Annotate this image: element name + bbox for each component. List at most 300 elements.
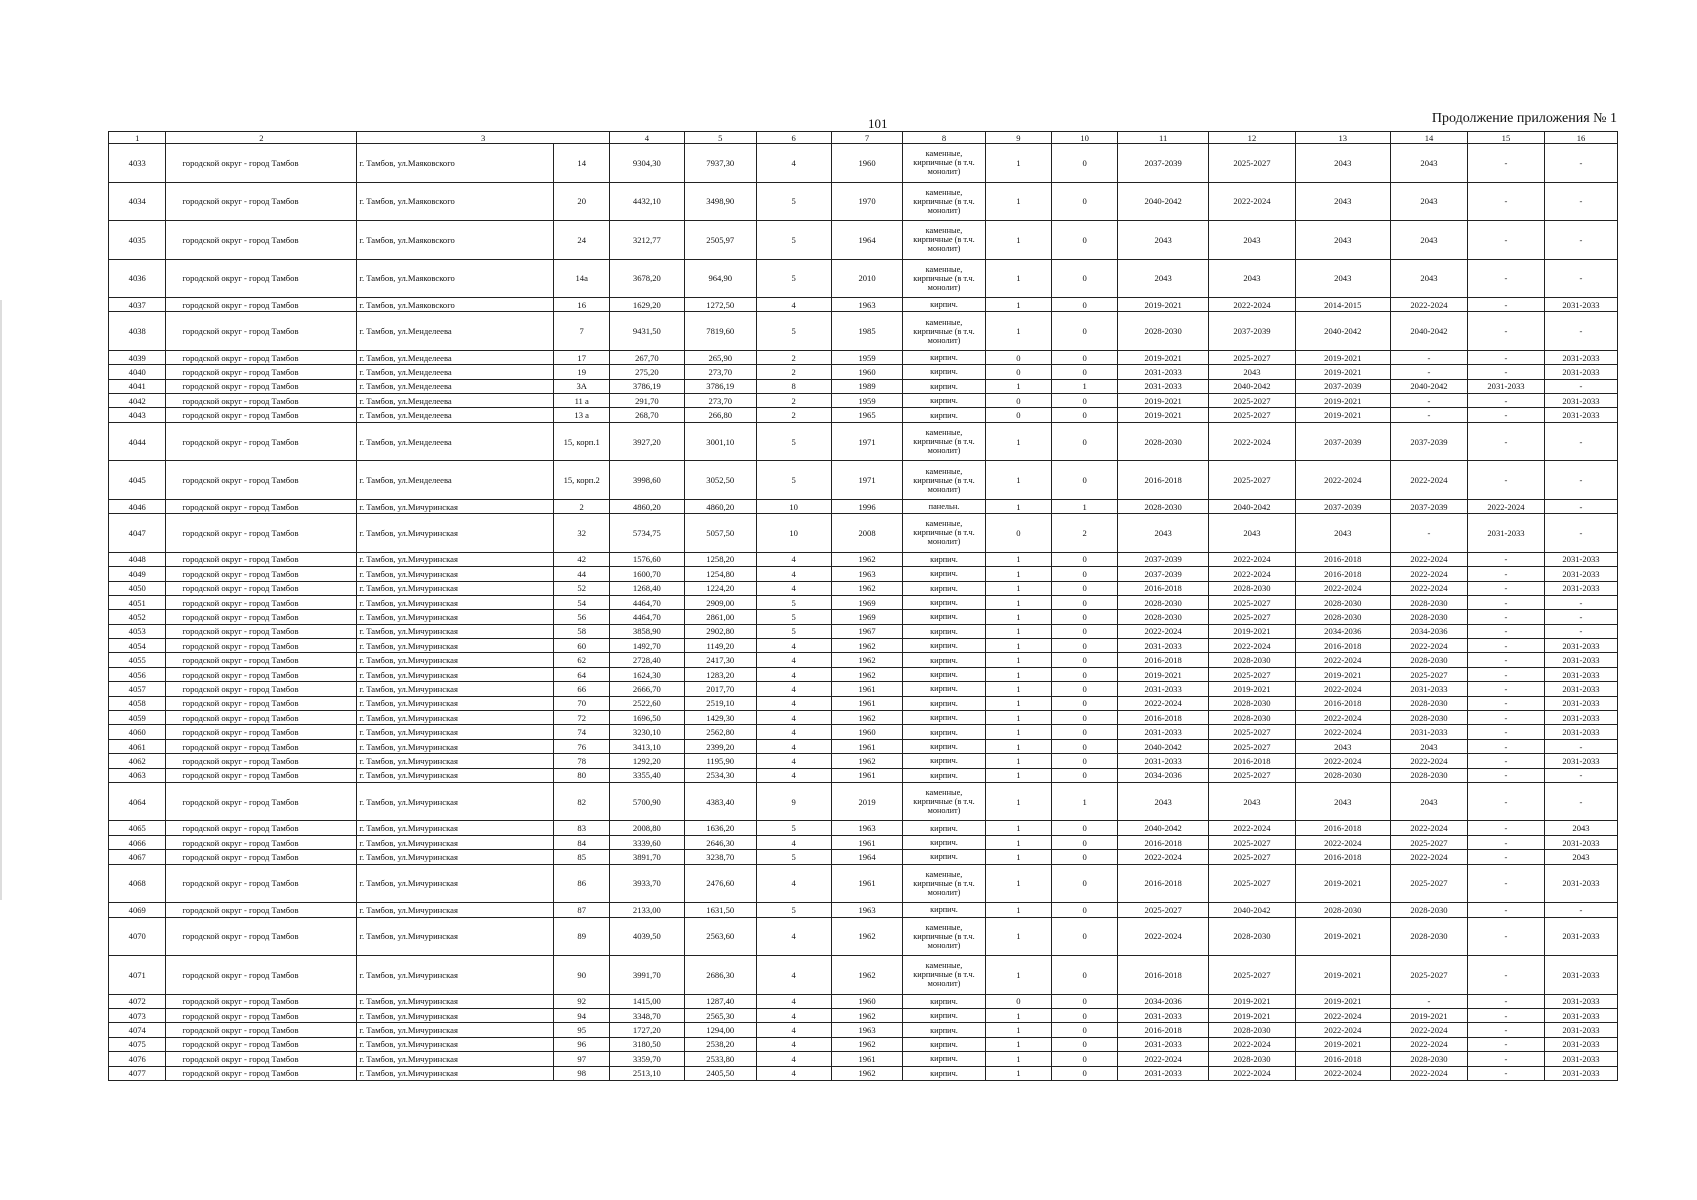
total-area-cell: 4432,10: [609, 182, 684, 221]
col-10-cell: 0: [1052, 711, 1118, 725]
year-built-cell: 1985: [831, 312, 903, 351]
appendix-label: Продолжение приложения № 1: [1431, 111, 1617, 126]
col-13-cell: 2022-2024: [1295, 1066, 1390, 1080]
row-number-cell: 4044: [109, 422, 166, 461]
column-header: 15: [1467, 132, 1544, 144]
municipality-cell: городской округ - город Тамбов: [166, 1066, 357, 1080]
col-11-cell: 2016-2018: [1117, 711, 1208, 725]
table-row: [109, 956, 1618, 995]
table-row: [109, 639, 1618, 653]
year-built-cell: 1962: [831, 754, 903, 768]
row-number-cell: 4036: [109, 259, 166, 298]
col-12-cell: 2025-2027: [1209, 864, 1295, 903]
col-11-cell: 2037-2039: [1117, 144, 1208, 183]
table-row: [109, 667, 1618, 681]
col-11-cell: 2031-2033: [1117, 725, 1208, 739]
wall-material-cell: каменные, кирпичные (в т.ч. монолит): [903, 461, 985, 500]
row-number-cell: 4062: [109, 754, 166, 768]
address-cell: г. Тамбов, ул.Мичуринская: [357, 994, 554, 1008]
row-number-cell: 4070: [109, 917, 166, 956]
total-area-cell: 3413,10: [609, 739, 684, 753]
row-number-cell: 4067: [109, 850, 166, 864]
col-9-cell: 0: [985, 514, 1052, 553]
col-13-cell: 2028-2030: [1295, 768, 1390, 782]
address-cell: г. Тамбов, ул.Мичуринская: [357, 499, 554, 513]
living-area-cell: 7937,30: [684, 144, 756, 183]
col-15-cell: -: [1467, 461, 1544, 500]
floors-cell: 10: [756, 514, 831, 553]
col-9-cell: 1: [985, 917, 1052, 956]
row-number-cell: 4059: [109, 711, 166, 725]
living-area-cell: 2562,80: [684, 725, 756, 739]
table-row: [109, 581, 1618, 595]
row-number-cell: 4074: [109, 1023, 166, 1037]
col-14-cell: -: [1391, 408, 1468, 422]
table-body: [109, 144, 1618, 1081]
col-15-cell: -: [1467, 768, 1544, 782]
column-header: 2: [166, 132, 357, 144]
col-13-cell: 2016-2018: [1295, 821, 1390, 835]
municipality-cell: городской округ - город Тамбов: [166, 782, 357, 821]
col-14-cell: -: [1391, 350, 1468, 364]
address-cell: г. Тамбов, ул.Мичуринская: [357, 595, 554, 609]
col-10-cell: 0: [1052, 1066, 1118, 1080]
wall-material-cell: кирпич.: [903, 835, 985, 849]
address-cell: г. Тамбов, ул.Мичуринская: [357, 667, 554, 681]
floors-cell: 4: [756, 1023, 831, 1037]
col-13-cell: 2019-2021: [1295, 350, 1390, 364]
total-area-cell: 3355,40: [609, 768, 684, 782]
wall-material-cell: кирпич.: [903, 768, 985, 782]
year-built-cell: 1962: [831, 653, 903, 667]
table-row: [109, 1037, 1618, 1051]
table-row: [109, 422, 1618, 461]
col-9-cell: 1: [985, 298, 1052, 312]
col-16-cell: -: [1544, 610, 1617, 624]
living-area-cell: 3001,10: [684, 422, 756, 461]
living-area-cell: 3052,50: [684, 461, 756, 500]
column-header: 3: [357, 132, 610, 144]
wall-material-cell: каменные, кирпичные (в т.ч. монолит): [903, 221, 985, 260]
col-15-cell: -: [1467, 394, 1544, 408]
living-area-cell: 273,70: [684, 394, 756, 408]
address-cell: г. Тамбов, ул.Менделеева: [357, 408, 554, 422]
wall-material-cell: кирпич.: [903, 610, 985, 624]
col-10-cell: 0: [1052, 821, 1118, 835]
row-number-cell: 4048: [109, 552, 166, 566]
floors-cell: 4: [756, 1008, 831, 1022]
wall-material-cell: кирпич.: [903, 725, 985, 739]
house-number-cell: 19: [554, 365, 609, 379]
col-10-cell: 0: [1052, 994, 1118, 1008]
house-number-cell: 82: [554, 782, 609, 821]
col-16-cell: 2031-2033: [1544, 552, 1617, 566]
col-9-cell: 1: [985, 956, 1052, 995]
column-header: 13: [1295, 132, 1390, 144]
floors-cell: 4: [756, 653, 831, 667]
col-10-cell: 0: [1052, 917, 1118, 956]
living-area-cell: 2538,20: [684, 1037, 756, 1051]
col-14-cell: 2022-2024: [1391, 639, 1468, 653]
address-cell: г. Тамбов, ул.Менделеева: [357, 350, 554, 364]
col-10-cell: 0: [1052, 595, 1118, 609]
municipality-cell: городской округ - город Тамбов: [166, 1052, 357, 1066]
year-built-cell: 1961: [831, 835, 903, 849]
col-15-cell: -: [1467, 144, 1544, 183]
municipality-cell: городской округ - город Тамбов: [166, 595, 357, 609]
col-10-cell: 0: [1052, 835, 1118, 849]
col-16-cell: 2031-2033: [1544, 567, 1617, 581]
year-built-cell: 1961: [831, 682, 903, 696]
floors-cell: 4: [756, 864, 831, 903]
col-16-cell: -: [1544, 144, 1617, 183]
table-row: [109, 653, 1618, 667]
municipality-cell: городской округ - город Тамбов: [166, 182, 357, 221]
col-11-cell: 2019-2021: [1117, 394, 1208, 408]
row-number-cell: 4033: [109, 144, 166, 183]
table-row: [109, 365, 1618, 379]
table-row: [109, 1023, 1618, 1037]
col-13-cell: 2019-2021: [1295, 917, 1390, 956]
year-built-cell: 1969: [831, 595, 903, 609]
col-15-cell: -: [1467, 696, 1544, 710]
col-16-cell: 2031-2033: [1544, 956, 1617, 995]
col-14-cell: 2022-2024: [1391, 552, 1468, 566]
col-13-cell: 2043: [1295, 514, 1390, 553]
col-16-cell: -: [1544, 768, 1617, 782]
col-9-cell: 1: [985, 567, 1052, 581]
row-number-cell: 4071: [109, 956, 166, 995]
wall-material-cell: каменные, кирпичные (в т.ч. монолит): [903, 182, 985, 221]
column-header: 8: [903, 132, 985, 144]
municipality-cell: городской округ - город Тамбов: [166, 567, 357, 581]
municipality-cell: городской округ - город Тамбов: [166, 259, 357, 298]
floors-cell: 4: [756, 298, 831, 312]
wall-material-cell: кирпич.: [903, 624, 985, 638]
house-number-cell: 52: [554, 581, 609, 595]
col-12-cell: 2043: [1209, 365, 1295, 379]
year-built-cell: 1969: [831, 610, 903, 624]
municipality-cell: городской округ - город Тамбов: [166, 639, 357, 653]
col-15-cell: -: [1467, 653, 1544, 667]
col-15-cell: -: [1467, 994, 1544, 1008]
col-15-cell: -: [1467, 1023, 1544, 1037]
total-area-cell: 291,70: [609, 394, 684, 408]
living-area-cell: 1254,80: [684, 567, 756, 581]
municipality-cell: городской округ - город Тамбов: [166, 682, 357, 696]
row-number-cell: 4068: [109, 864, 166, 903]
col-11-cell: 2040-2042: [1117, 821, 1208, 835]
row-number-cell: 4075: [109, 1037, 166, 1051]
total-area-cell: 4464,70: [609, 595, 684, 609]
house-number-cell: 42: [554, 552, 609, 566]
col-16-cell: -: [1544, 624, 1617, 638]
total-area-cell: 3858,90: [609, 624, 684, 638]
col-12-cell: 2022-2024: [1209, 182, 1295, 221]
house-number-cell: 64: [554, 667, 609, 681]
floors-cell: 4: [756, 144, 831, 183]
table-row: [109, 1066, 1618, 1080]
total-area-cell: 3678,20: [609, 259, 684, 298]
col-16-cell: 2031-2033: [1544, 1008, 1617, 1022]
col-15-cell: -: [1467, 1008, 1544, 1022]
col-16-cell: -: [1544, 379, 1617, 393]
col-16-cell: 2031-2033: [1544, 682, 1617, 696]
wall-material-cell: кирпич.: [903, 365, 985, 379]
col-14-cell: 2025-2027: [1391, 667, 1468, 681]
total-area-cell: 9431,50: [609, 312, 684, 351]
municipality-cell: городской округ - город Тамбов: [166, 1008, 357, 1022]
floors-cell: 4: [756, 696, 831, 710]
col-16-cell: 2031-2033: [1544, 864, 1617, 903]
total-area-cell: 1624,30: [609, 667, 684, 681]
col-16-cell: -: [1544, 461, 1617, 500]
col-9-cell: 1: [985, 696, 1052, 710]
floors-cell: 2: [756, 350, 831, 364]
year-built-cell: 1963: [831, 903, 903, 917]
address-cell: г. Тамбов, ул.Маяковского: [357, 259, 554, 298]
col-12-cell: 2025-2027: [1209, 394, 1295, 408]
wall-material-cell: кирпич.: [903, 739, 985, 753]
col-10-cell: 0: [1052, 182, 1118, 221]
col-13-cell: 2037-2039: [1295, 379, 1390, 393]
col-9-cell: 1: [985, 499, 1052, 513]
living-area-cell: 1195,90: [684, 754, 756, 768]
address-cell: г. Тамбов, ул.Мичуринская: [357, 754, 554, 768]
total-area-cell: 1268,40: [609, 581, 684, 595]
total-area-cell: 2666,70: [609, 682, 684, 696]
living-area-cell: 266,80: [684, 408, 756, 422]
table-row: [109, 408, 1618, 422]
address-cell: г. Тамбов, ул.Менделеева: [357, 394, 554, 408]
row-number-cell: 4076: [109, 1052, 166, 1066]
col-13-cell: 2022-2024: [1295, 581, 1390, 595]
municipality-cell: городской округ - город Тамбов: [166, 461, 357, 500]
col-15-cell: -: [1467, 221, 1544, 260]
col-9-cell: 1: [985, 667, 1052, 681]
col-10-cell: 0: [1052, 639, 1118, 653]
living-area-cell: 2646,30: [684, 835, 756, 849]
col-10-cell: 0: [1052, 624, 1118, 638]
col-16-cell: 2031-2033: [1544, 394, 1617, 408]
col-11-cell: 2043: [1117, 514, 1208, 553]
year-built-cell: 1971: [831, 461, 903, 500]
living-area-cell: 1258,20: [684, 552, 756, 566]
total-area-cell: 3891,70: [609, 850, 684, 864]
municipality-cell: городской округ - город Тамбов: [166, 917, 357, 956]
col-12-cell: 2022-2024: [1209, 298, 1295, 312]
col-10-cell: 0: [1052, 1023, 1118, 1037]
col-16-cell: -: [1544, 782, 1617, 821]
address-cell: г. Тамбов, ул.Мичуринская: [357, 1023, 554, 1037]
wall-material-cell: кирпич.: [903, 696, 985, 710]
col-14-cell: 2022-2024: [1391, 1037, 1468, 1051]
floors-cell: 5: [756, 821, 831, 835]
wall-material-cell: кирпич.: [903, 903, 985, 917]
col-13-cell: 2037-2039: [1295, 499, 1390, 513]
wall-material-cell: кирпич.: [903, 1023, 985, 1037]
total-area-cell: 1696,50: [609, 711, 684, 725]
col-12-cell: 2028-2030: [1209, 1052, 1295, 1066]
floors-cell: 5: [756, 850, 831, 864]
col-16-cell: 2031-2033: [1544, 835, 1617, 849]
municipality-cell: городской округ - город Тамбов: [166, 821, 357, 835]
col-11-cell: 2028-2030: [1117, 595, 1208, 609]
table-row: [109, 835, 1618, 849]
col-12-cell: 2040-2042: [1209, 499, 1295, 513]
col-12-cell: 2025-2027: [1209, 461, 1295, 500]
col-12-cell: 2022-2024: [1209, 1066, 1295, 1080]
col-12-cell: 2028-2030: [1209, 581, 1295, 595]
municipality-cell: городской округ - город Тамбов: [166, 581, 357, 595]
address-cell: г. Тамбов, ул.Маяковского: [357, 298, 554, 312]
col-16-cell: 2031-2033: [1544, 667, 1617, 681]
col-10-cell: 0: [1052, 1052, 1118, 1066]
year-built-cell: 1961: [831, 739, 903, 753]
house-number-cell: 15, корп.1: [554, 422, 609, 461]
total-area-cell: 4860,20: [609, 499, 684, 513]
address-cell: г. Тамбов, ул.Менделеева: [357, 422, 554, 461]
house-number-cell: 87: [554, 903, 609, 917]
col-14-cell: 2022-2024: [1391, 1023, 1468, 1037]
living-area-cell: 4383,40: [684, 782, 756, 821]
col-9-cell: 1: [985, 725, 1052, 739]
col-9-cell: 1: [985, 182, 1052, 221]
row-number-cell: 4051: [109, 595, 166, 609]
municipality-cell: городской округ - город Тамбов: [166, 835, 357, 849]
house-number-cell: 13 а: [554, 408, 609, 422]
year-built-cell: 1960: [831, 725, 903, 739]
row-number-cell: 4058: [109, 696, 166, 710]
row-number-cell: 4042: [109, 394, 166, 408]
col-9-cell: 1: [985, 312, 1052, 351]
col-12-cell: 2025-2027: [1209, 408, 1295, 422]
year-built-cell: 1961: [831, 696, 903, 710]
table-row: [109, 903, 1618, 917]
house-number-cell: 62: [554, 653, 609, 667]
col-13-cell: 2043: [1295, 221, 1390, 260]
year-built-cell: 1962: [831, 1066, 903, 1080]
col-15-cell: -: [1467, 725, 1544, 739]
year-built-cell: 1960: [831, 994, 903, 1008]
wall-material-cell: кирпич.: [903, 850, 985, 864]
row-number-cell: 4064: [109, 782, 166, 821]
col-13-cell: 2016-2018: [1295, 850, 1390, 864]
col-16-cell: -: [1544, 903, 1617, 917]
col-10-cell: 0: [1052, 768, 1118, 782]
wall-material-cell: кирпич.: [903, 298, 985, 312]
col-13-cell: 2016-2018: [1295, 552, 1390, 566]
house-number-cell: 90: [554, 956, 609, 995]
address-cell: г. Тамбов, ул.Мичуринская: [357, 567, 554, 581]
table-row: [109, 682, 1618, 696]
col-13-cell: 2019-2021: [1295, 365, 1390, 379]
floors-cell: 10: [756, 499, 831, 513]
living-area-cell: 2476,60: [684, 864, 756, 903]
total-area-cell: 3212,77: [609, 221, 684, 260]
wall-material-cell: кирпич.: [903, 595, 985, 609]
municipality-cell: городской округ - город Тамбов: [166, 379, 357, 393]
wall-material-cell: кирпич.: [903, 754, 985, 768]
living-area-cell: 4860,20: [684, 499, 756, 513]
col-16-cell: 2031-2033: [1544, 1066, 1617, 1080]
col-12-cell: 2019-2021: [1209, 994, 1295, 1008]
wall-material-cell: каменные, кирпичные (в т.ч. монолит): [903, 312, 985, 351]
col-13-cell: 2019-2021: [1295, 1037, 1390, 1051]
col-11-cell: 2034-2036: [1117, 994, 1208, 1008]
floors-cell: 4: [756, 667, 831, 681]
living-area-cell: 1283,20: [684, 667, 756, 681]
municipality-cell: городской округ - город Тамбов: [166, 667, 357, 681]
col-12-cell: 2028-2030: [1209, 1023, 1295, 1037]
col-12-cell: 2022-2024: [1209, 552, 1295, 566]
total-area-cell: 1727,20: [609, 1023, 684, 1037]
col-9-cell: 1: [985, 1037, 1052, 1051]
col-9-cell: 1: [985, 144, 1052, 183]
col-14-cell: 2022-2024: [1391, 298, 1468, 312]
col-14-cell: 2043: [1391, 739, 1468, 753]
year-built-cell: 1962: [831, 639, 903, 653]
wall-material-cell: кирпич.: [903, 711, 985, 725]
house-number-cell: 14а: [554, 259, 609, 298]
col-13-cell: 2034-2036: [1295, 624, 1390, 638]
scan-edge: [0, 0, 2, 1200]
row-number-cell: 4046: [109, 499, 166, 513]
col-9-cell: 1: [985, 624, 1052, 638]
house-number-cell: 66: [554, 682, 609, 696]
row-number-cell: 4066: [109, 835, 166, 849]
municipality-cell: городской округ - город Тамбов: [166, 739, 357, 753]
col-9-cell: 0: [985, 394, 1052, 408]
floors-cell: 4: [756, 739, 831, 753]
col-10-cell: 0: [1052, 1037, 1118, 1051]
table-row: [109, 624, 1618, 638]
total-area-cell: 4464,70: [609, 610, 684, 624]
total-area-cell: 1492,70: [609, 639, 684, 653]
floors-cell: 5: [756, 595, 831, 609]
col-13-cell: 2019-2021: [1295, 956, 1390, 995]
year-built-cell: 1959: [831, 394, 903, 408]
living-area-cell: 1294,00: [684, 1023, 756, 1037]
col-13-cell: 2043: [1295, 739, 1390, 753]
row-number-cell: 4073: [109, 1008, 166, 1022]
col-14-cell: 2034-2036: [1391, 624, 1468, 638]
living-area-cell: 2861,00: [684, 610, 756, 624]
table-row: [109, 1052, 1618, 1066]
row-number-cell: 4077: [109, 1066, 166, 1080]
total-area-cell: 267,70: [609, 350, 684, 364]
col-11-cell: 2016-2018: [1117, 956, 1208, 995]
col-16-cell: -: [1544, 182, 1617, 221]
house-number-cell: 24: [554, 221, 609, 260]
col-11-cell: 2031-2033: [1117, 1008, 1208, 1022]
total-area-cell: 3991,70: [609, 956, 684, 995]
col-12-cell: 2025-2027: [1209, 610, 1295, 624]
total-area-cell: 3359,70: [609, 1052, 684, 1066]
col-14-cell: 2022-2024: [1391, 821, 1468, 835]
total-area-cell: 3230,10: [609, 725, 684, 739]
column-header: 4: [609, 132, 684, 144]
col-14-cell: 2043: [1391, 782, 1468, 821]
col-14-cell: -: [1391, 365, 1468, 379]
house-number-cell: 76: [554, 739, 609, 753]
living-area-cell: 1149,20: [684, 639, 756, 653]
house-number-cell: 56: [554, 610, 609, 624]
table-row: [109, 696, 1618, 710]
col-15-cell: -: [1467, 903, 1544, 917]
col-16-cell: 2031-2033: [1544, 653, 1617, 667]
floors-cell: 2: [756, 408, 831, 422]
